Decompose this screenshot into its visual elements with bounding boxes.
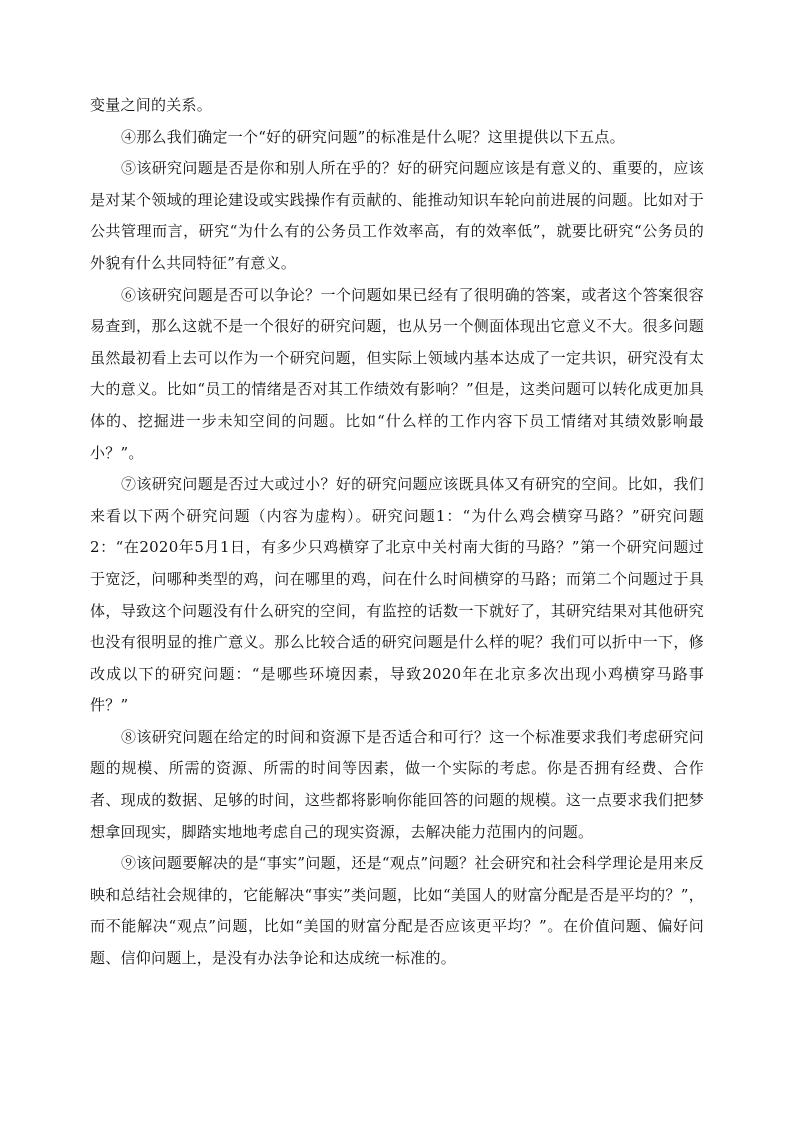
- paragraph-continuation: 变量之间的关系。: [90, 96, 213, 114]
- paragraph-criteria-intro: ④那么我们确定一个“好的研究问题”的标准是什么呢？这里提供以下五点。: [121, 127, 625, 146]
- paragraph-criterion-5: ⑤该研究问题是否是你和别人所在乎的？好的研究问题应该是有意义的、重要的，应该是对某个领域的理论建设或实践操作有贡献的、能推动知识车轮向前进展的问题。比如对于公共管理而言，研究“为什么有的公务员工作效率高，有的效率低”，就要比研究“公务员的外貌有什么共同特征”有意义。: [90, 159, 704, 272]
- document-body: [90, 90, 704, 975]
- paragraph-criterion-7: ⑦该研究问题是否过大或过小？好的研究问题应该既具体又有研究的空间。比如，我们来看以下两个研究问题（内容为虚构）。研究问题1：“为什么鸡会横穿马路？”研究问题2：“在2020年5月1日，有多少只鸡横穿了北京中关村南大街的马路？”第一个研究问题过于宽泛，问哪种类型的鸡，问在哪里的鸡，问在什么时间横穿的马路；而第二个问题过于具体，导致这个问题没有什么研究的空间，有监控的话数一下就好了，其研究结果对其他研究也没有很明显的推广意义。那么比较合适的研究问题是什么样的呢？我们可以折中一下，修改成以下的研究问题：“是哪些环境因素，导致2020年在北京多次出现小鸡横穿马路事件？”: [90, 475, 704, 715]
- paragraph-criterion-8: ⑧该研究问题在给定的时间和资源下是否适合和可行？这一个标准要求我们考虑研究问题的规模、所需的资源、所需的时间等因素，做一个实际的考虑。你是否拥有经费、合作者、现成的数据、足够的时间，这些都将影响你能回答的问题的规模。这一点要求我们把梦想拿回现实，脚踏实地地考虑自己的现实资源，去解决能力范围内的问题。: [90, 727, 704, 841]
- paragraph-criterion-9: ⑨该问题要解决的是“事实”问题，还是“观点”问题？社会研究和社会科学理论是用来反映和总结社会规律的，它能解决“事实”类问题，比如“美国人的财富分配是否是平均的？”，而不能解决“观点”问题，比如“美国的财富分配是否应该更平均？”。在价值问题、偏好问题、信仰问题上，是没有办法争论和达成统一标准的。: [90, 854, 704, 968]
- paragraph-criterion-6: ⑥该研究问题是否可以争论？一个问题如果已经有了很明确的答案，或者这个答案很容易查到，那么这就不是一个很好的研究问题，也从另一个侧面体现出它意义不大。很多问题虽然最初看上去可以作为一个研究问题，但实际上领域内基本达成了一定共识，研究没有太大的意义。比如“员工的情绪是否对其工作绩效有影响？”但是，这类问题可以转化成更加具体的、挖掘进一步未知空间的问题。比如“什么样的工作内容下员工情绪对其绩效影响最小？”。: [90, 285, 704, 462]
